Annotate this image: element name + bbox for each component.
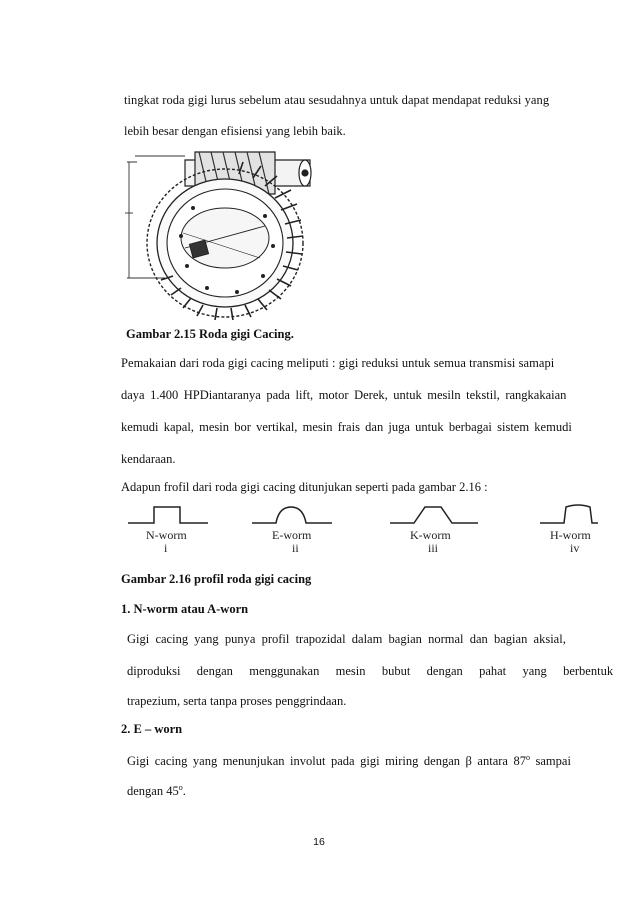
worm-gear-illustration: [125, 138, 315, 323]
e-worm-numeral: ii: [292, 541, 299, 555]
n-worm-numeral: i: [164, 541, 168, 555]
figure-2-15-caption: Gambar 2.15 Roda gigi Cacing.: [126, 327, 294, 341]
figure-2-16-caption: Gambar 2.16 profil roda gigi cacing: [121, 572, 312, 586]
profile-intro: Adapun frofil dari roda gigi cacing ditunjukan seperti pada gambar 2.16 :: [121, 480, 488, 494]
section-2-line-2: [127, 783, 186, 799]
section-2-line-1-text: Gigi cacing yang menunjukan involut pada gigi miring dengan β antara 87: [127, 754, 526, 769]
worm-wheel: [147, 169, 303, 317]
h-worm-label: H-worm: [550, 528, 591, 542]
usage-line-1-text: Pemakaian dari roda gigi cacing meliputi : gigi reduksi untuk semua transmisi samapi: [121, 356, 555, 370]
usage-line-4: kendaraan.: [121, 452, 176, 466]
section-1-line-3: trapezium, serta tanpa proses penggrindaan.: [127, 694, 347, 708]
usage-line-1: [121, 356, 567, 371]
section-1-line-1: Gigi cacing yang punya profil trapozidal dalam bagian normal dan bagian aksial,: [127, 632, 566, 646]
section-2-line-2-tail: .: [182, 784, 186, 799]
intro-line-1-text: tingkat roda gigi lurus sebelum atau sesudahnya untuk dapat mendapat reduksi yang: [124, 93, 550, 107]
h-worm-profile: [540, 505, 598, 523]
k-worm-profile: [390, 507, 478, 523]
n-worm-profile: [128, 507, 208, 523]
section-1-heading: 1. N-worm atau A-worn: [121, 602, 249, 616]
degree-superscript-2: o: [178, 783, 183, 792]
degree-superscript-1: o: [525, 753, 530, 762]
h-worm-numeral: iv: [570, 541, 580, 555]
k-worm-label: K-worm: [410, 528, 451, 542]
section-2-heading: 2. E – worn: [121, 722, 183, 736]
intro-line-1: [124, 93, 567, 108]
usage-line-3: kemudi kapal, mesin bor vertikal, mesin frais dan juga untuk berbagai sistem kemudi: [121, 420, 572, 434]
section-2-line-1: [127, 753, 571, 769]
n-worm-label: N-worm: [146, 528, 187, 542]
k-worm-numeral: iii: [428, 541, 439, 555]
usage-line-2: daya 1.400 HPDiantaranya pada lift, motor Derek, untuk mesiln tekstil, rangkakaian: [121, 388, 567, 402]
section-2-line-2-text: dengan 45: [127, 784, 179, 799]
worm-profiles-figure: [128, 503, 598, 555]
section-1-line-2: diproduksi dengan menggunakan mesin bubut dengan pahat yang berbentuk: [127, 664, 614, 678]
intro-line-2: lebih besar dengan efisiensi yang lebih baik.: [124, 124, 346, 138]
page-number: 16: [313, 836, 325, 848]
e-worm-profile: [252, 507, 332, 523]
e-worm-label: E-worm: [272, 528, 312, 542]
section-2-line-1-tail: sampai: [529, 754, 571, 769]
